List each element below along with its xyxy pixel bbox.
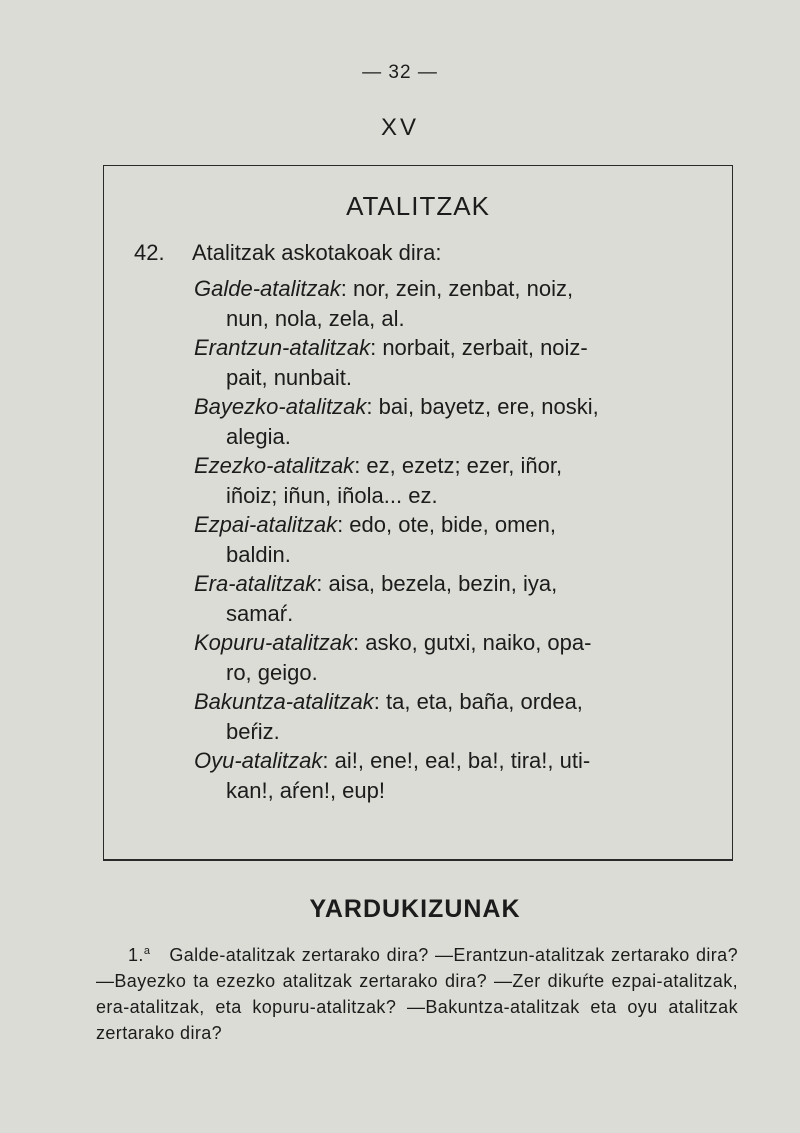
entry-bayezko [194,392,704,451]
atalitzak-box [103,165,733,861]
section-intro [134,240,441,266]
entry-ezpai [194,510,704,569]
entry-line2: iñoiz; iñun, iñola... ez. [226,482,438,508]
entry-list [194,274,704,805]
entry-kopuru [194,628,704,687]
entry-line1: : ez, ezetz; ezer, iñor, [354,453,563,478]
entry-line2: beŕiz. [226,718,280,744]
entry-line2: baldin. [226,541,291,567]
exercise-number: 1. [128,945,144,965]
entry-line2: kan!, aŕen!, eup! [226,777,385,803]
entry-line2: pait, nunbait. [226,364,352,390]
entry-term: Bakuntza-atalitzak [194,689,374,714]
entry-term: Kopuru-atalitzak [194,630,353,655]
exercise-label [96,945,150,965]
entry-line1: : asko, gutxi, naiko, opa- [352,630,592,655]
entry-term: Oyu-atalitzak [194,748,323,773]
entry-oyu [194,746,704,805]
entry-line1: : ai!, ene!, ea!, ba!, tira!, uti- [322,748,591,773]
exercise-ordinal: a [143,945,151,957]
entry-term: Ezezko-atalitzak [194,453,355,478]
entry-term: Ezpai-atalitzak [194,512,338,537]
entry-line1: : bai, bayetz, ere, noski, [366,394,599,419]
exercises-title: YARDUKIZUNAK [309,895,521,923]
entry-ezezko [194,451,704,510]
entry-erantzun [194,333,704,392]
intro-text: Atalitzak askotakoak dira: [192,240,442,265]
entry-line1: : norbait, zerbait, noiz- [370,335,588,360]
entry-line2: nun, nola, zela, al. [226,305,405,331]
entry-line1: : aisa, bezela, bezin, iya, [316,571,558,596]
entry-line2: samaŕ. [226,600,294,626]
entry-line1: : nor, zein, zenbat, noiz, [340,276,574,301]
entry-line2: alegia. [226,423,291,449]
entry-galde [194,274,704,333]
entry-term: Bayezko-atalitzak [194,394,367,419]
chapter-numeral: XV [380,114,419,141]
entry-term: Galde-atalitzak [194,276,341,301]
entry-term: Erantzun-atalitzak [194,335,371,360]
exercise-paragraph [96,938,738,1046]
section-number: 42. [134,240,165,265]
entry-era [194,569,704,628]
exercise-text: Galde-atalitzak zertarako dira? —Erantzun-atalitzak zertarako dira? —Bayezko ta ezezko atalitzak zertarako dira? —Zer dikuŕte ezpai-atalitzak, era-atalitzak, eta kopuru-atalitzak? —Bakuntza-atalitzak eta oyu atalitzak zertarako dira? [96,945,738,1043]
entry-line1: : edo, ote, bide, omen, [337,512,557,537]
entry-line2: ro, geigo. [226,659,318,685]
box-title: ATALITZAK [346,191,490,221]
page-number: — 32 — [362,62,438,83]
entry-bakuntza [194,687,704,746]
entry-line1: : ta, eta, baña, ordea, [373,689,583,714]
entry-term: Era-atalitzak [194,571,317,596]
